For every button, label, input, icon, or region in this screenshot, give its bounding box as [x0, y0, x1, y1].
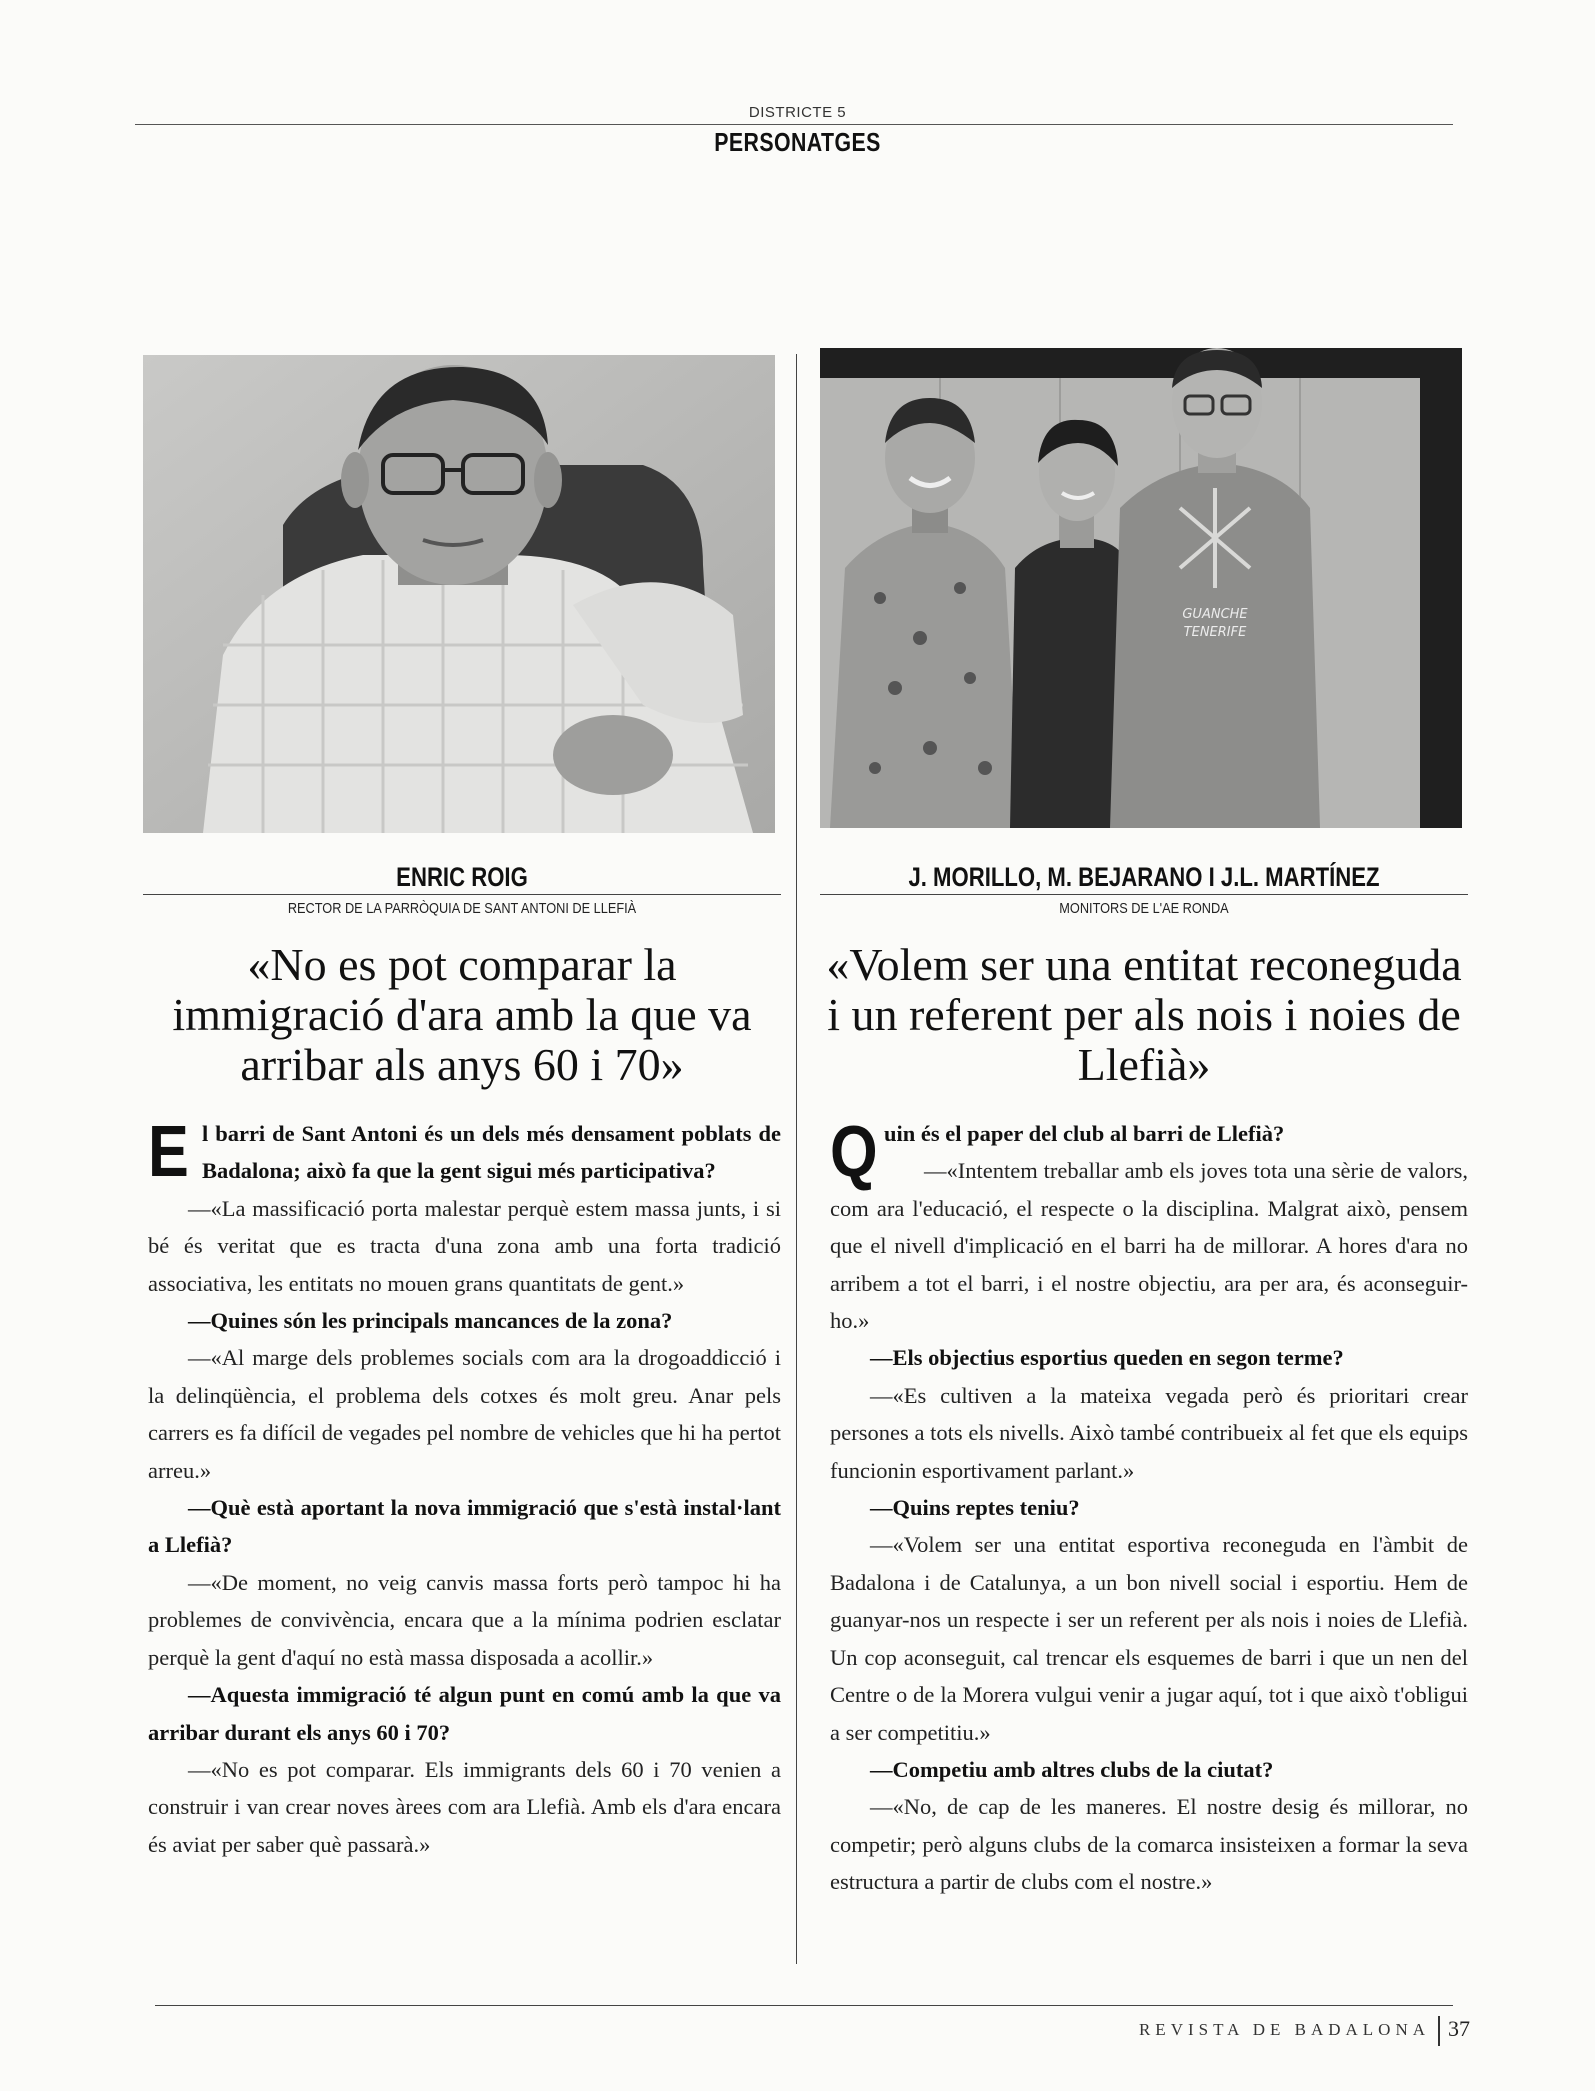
footer-magazine-name: REVISTA DE BADALONA — [1138, 2020, 1430, 2039]
interview-answer: —«Al marge dels problemes socials com ara la drogoaddicció i la delinqüència, el problema dels cotxes és molt greu. Anar pels carrers es fa difícil de vegades pel nombre de vehicles que hi ha pertot arreu.» — [148, 1345, 781, 1483]
dropcap-left: E — [148, 1112, 189, 1192]
headline-left: «No es pot comparar la immigració d'ara amb la que va arribar als anys 60 i 70» — [172, 939, 752, 1090]
page-number: 37 — [1448, 2016, 1470, 2041]
name-rule-left — [143, 894, 781, 895]
photo-enric-roig — [143, 355, 775, 833]
section-label: DISTRICTE 5 — [748, 104, 847, 121]
interview-answer: —«No, de cap de les maneres. El nostre desig és millorar, no competir; però alguns clubs de la comarca insisteixen a formar la seva estructura a partir de clubs com el nostre.» — [830, 1794, 1468, 1895]
interview-question: —Aquesta immigració té algun punt en comú amb la que va arribar durant els anys 60 i 70? — [148, 1682, 781, 1745]
interview-answer: —«No es pot comparar. Els immigrants dels 60 i 70 venien a construir i van crear noves àrees com ara Llefià. Amb els d'ara encara és aviat per saber què passarà.» — [148, 1756, 781, 1857]
interview-question: —Quins reptes teniu? — [870, 1495, 1080, 1521]
paragraphs-right — [830, 1152, 1468, 1900]
interview-question: —Competiu amb altres clubs de la ciutat? — [870, 1756, 1274, 1782]
interview-question: —Què està aportant la nova immigració que s'està instal·lant a Llefià? — [148, 1495, 781, 1558]
article-body-right — [830, 1112, 1468, 1901]
interviewee-name-right: J. MORILLO, M. BEJARANO I J.L. MARTÍNEZ — [908, 862, 1380, 892]
interview-answer: —«Volem ser una entitat esportiva reconeguda en l'àmbit de Badalona i de Catalunya, a un bon nivell social i esportiu. Hem de guanyar-nos un respecte i ser un referent per als nois i noies de Llefià. Un cop aconseguit, cal trencar els esquemes de barri i que un nen del Centre o de la Morera vulgui venir a jugar aquí, tot i que això t'obligui a ser competitiu.» — [830, 1532, 1468, 1745]
lead-question-right: uin és el paper del club al barri de Llefià? — [884, 1121, 1285, 1146]
interview-answer: —«De moment, no veig canvis massa forts però tampoc hi ha problemes de convivència, encara que a la mínima podrien esclatar perquè la gent d'aquí no està massa disposada a acollir.» — [148, 1569, 781, 1670]
shirt-text-line-2: TENERIFE — [1183, 625, 1247, 640]
interviewee-name-left: ENRIC ROIG — [396, 862, 528, 892]
footer-separator — [1438, 2016, 1440, 2046]
article-body-left — [148, 1112, 781, 1863]
section-title: PERSONATGES — [714, 127, 881, 157]
header-rule — [135, 124, 1453, 125]
lead-question-left: l barri de Sant Antoni és un dels més densament poblats de Badalona; això fa que la gent sigui més participativa? — [202, 1121, 781, 1184]
interview-question: —Els objectius esportius queden en segon terme? — [870, 1345, 1344, 1371]
dropcap-right: Q — [830, 1112, 878, 1192]
interviewee-role-left: RECTOR DE LA PARRÒQUIA DE SANT ANTONI DE LLEFIÀ — [287, 900, 637, 917]
paragraphs-left — [148, 1190, 781, 1863]
headline-right: «Volem ser una entitat reconeguda i un referent per als nois i noies de Llefià» — [826, 939, 1462, 1090]
interviewee-role-right: MONITORS DE L'AE RONDA — [1059, 900, 1229, 917]
interview-answer: —«Intentem treballar amb els joves tota una sèrie de valors, com ara l'educació, el respecte o la disciplina. Malgrat això, pensem que el nivell d'implicació en el barri ha de millorar. A hores d'ara no arribem a tot el barri, i el nostre objectiu, ara per ara, és aconseguir-ho.» — [830, 1158, 1468, 1334]
column-divider — [796, 354, 797, 1964]
interview-answer: —«La massificació porta malestar perquè estem massa junts, i si bé és veritat que es tracta d'una zona amb una forta tradició associativa, les entitats no mouen grans quantitats de gent.» — [148, 1195, 781, 1296]
interview-question: —Quines són les principals mancances de la zona? — [188, 1308, 673, 1334]
name-rule-right — [820, 894, 1468, 895]
interview-answer: —«Es cultiven a la mateixa vegada però és prioritari crear persones a tots els nivells. Això també contribueix al fet que els equips funcionin esportivament parlant.» — [830, 1382, 1468, 1483]
shirt-text-line-1: GUANCHE — [1182, 607, 1248, 622]
photo-monitors — [820, 348, 1462, 828]
footer-rule — [155, 2005, 1453, 2006]
